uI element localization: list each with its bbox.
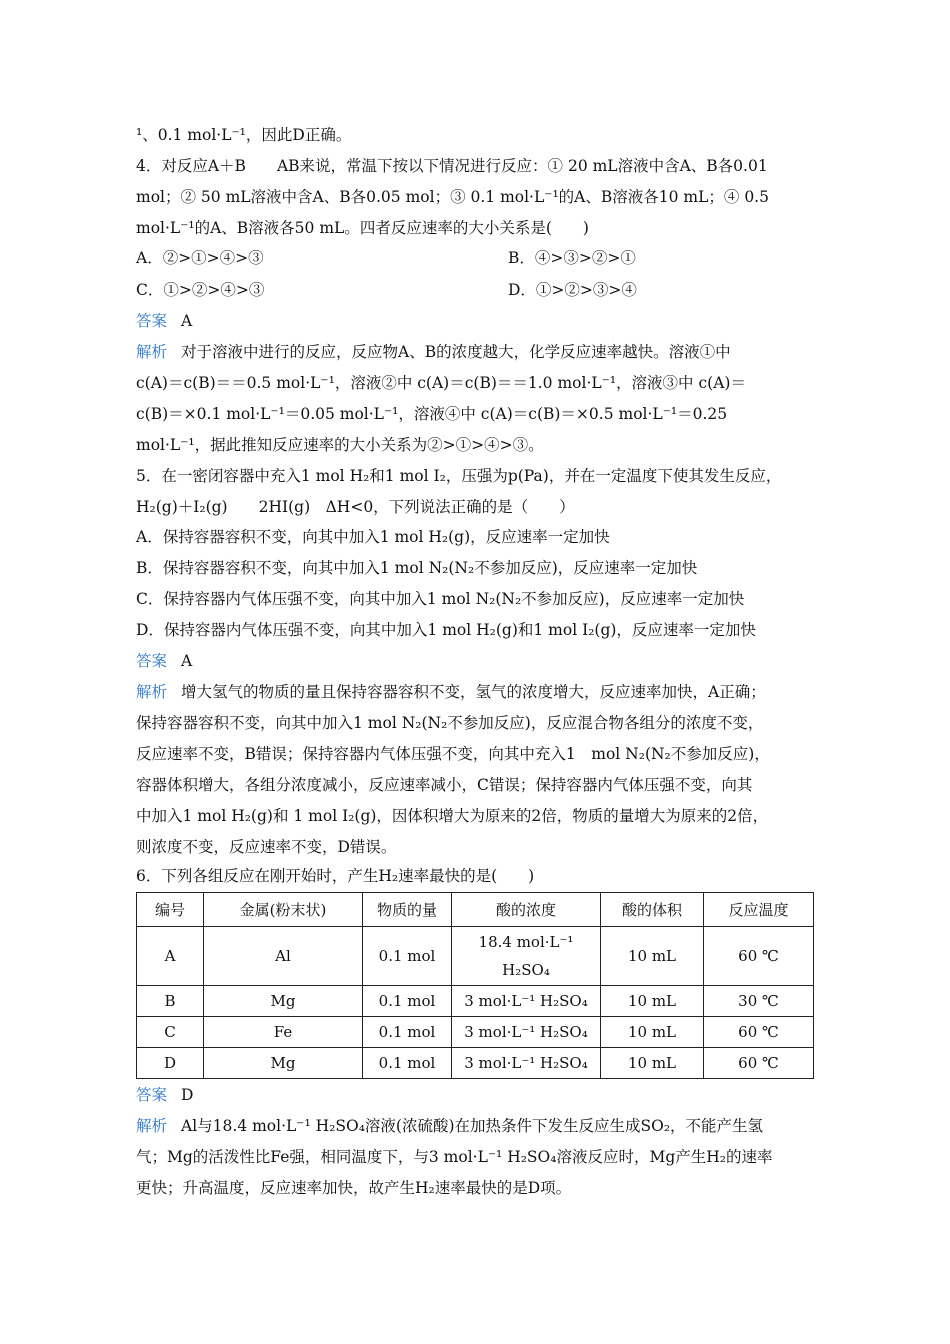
table-cell: Fe [204,1017,363,1048]
explanation-5 [136,682,766,702]
table-cell: 10 mL [601,927,704,986]
answer-label: 答案 [136,1086,168,1104]
option-d: D．①>②>③>④ [508,281,637,299]
text-line: mol；② 50 mL溶液中含A、B各0.05 mol；③ 0.1 mol·L⁻¹的A、B溶液各10 mL；④ 0.5 [136,188,769,206]
option-b: B．④>③>②>① [508,249,636,267]
answer-6 [136,1085,193,1105]
text-line: 保持容器容积不变，向其中加入1 mol N₂(N₂不参加反应)，反应混合物各组分的浓度不变， [136,714,764,732]
table-cell: D [137,1048,204,1079]
answer-label: 答案 [136,312,168,330]
answer-value: A [181,652,193,670]
text-line: 则浓度不变，反应速率不变，D错误。 [136,838,397,856]
table-cell: 60 ℃ [704,927,814,986]
table-header: 反应温度 [704,893,814,927]
question-5: 5．在一密闭容器中充入1 mol H₂和1 mol I₂，压强为p(Pa)，并在一定温度下使其发生反应， [136,467,782,485]
answer-5 [136,651,192,671]
table-row [137,927,814,986]
text-line: 容器体积增大，各组分浓度减小，反应速率减小，C错误；保持容器内气体压强不变，向其 [136,776,753,794]
table-row [137,1048,814,1079]
table-header-row [137,893,814,927]
table-header: 物质的量 [363,893,452,927]
table-cell: 0.1 mol [363,986,452,1017]
question-4: 4．对反应A＋B AB来说，常温下按以下情况进行反应：① 20 mL溶液中含A、B各0.01 [136,157,768,175]
text-line: ¹、0.1 mol·L⁻¹，因此D正确。 [136,126,352,144]
table-row [137,986,814,1017]
table-cell: 3 mol·L⁻¹ H₂SO₄ [452,1048,601,1079]
cell-line: H₂SO₄ [502,961,550,979]
table-cell: A [137,927,204,986]
table-cell: 10 mL [601,1048,704,1079]
table-cell: 0.1 mol [363,1017,452,1048]
table-cell: 60 ℃ [704,1017,814,1048]
table-header: 酸的浓度 [452,893,601,927]
cell-line: 18.4 mol·L⁻¹ [478,933,574,951]
explanation-label: 解析 [136,343,168,361]
table-cell: B [137,986,204,1017]
option-a: A．保持容器容积不变，向其中加入1 mol H₂(g)，反应速率一定加快 [136,528,610,546]
text-line: 中加入1 mol H₂(g)和 1 mol I₂(g)，因体积增大为原来的2倍，物质的量增大为原来的2倍， [136,807,769,825]
option-c: C．保持容器内气体压强不变，向其中加入1 mol N₂(N₂不参加反应)，反应速率一定加快 [136,590,745,608]
table-cell: Al [204,927,363,986]
explanation-text: 增大氢气的物质的量且保持容器容积不变，氢气的浓度增大，反应速率加快，A正确； [181,683,766,701]
data-table [136,892,814,1079]
option-c: C．①>②>④>③ [136,281,265,299]
answer-value: A [181,312,193,330]
explanation-text: Al与18.4 mol·L⁻¹ H₂SO₄溶液(浓硫酸)在加热条件下发生反应生成SO₂，不能产生氢 [181,1117,764,1135]
text-line: mol·L⁻¹，据此推知反应速率的大小关系为②>①>④>③。 [136,436,544,454]
answer-value: D [181,1086,194,1104]
option-b: B．保持容器容积不变，向其中加入1 mol N₂(N₂不参加反应)，反应速率一定加快 [136,559,698,577]
table-header: 酸的体积 [601,893,704,927]
table-cell: Mg [204,1048,363,1079]
table-cell: 10 mL [601,1017,704,1048]
table-cell: 3 mol·L⁻¹ H₂SO₄ [452,986,601,1017]
table-cell: 30 ℃ [704,986,814,1017]
option-a: A．②>①>④>③ [136,249,264,267]
table-cell [452,927,601,986]
answer-label: 答案 [136,652,168,670]
table-cell: C [137,1017,204,1048]
explanation-4 [136,342,731,362]
text-line: mol·L⁻¹的A、B溶液各50 mL。四者反应速率的大小关系是( ) [136,219,589,237]
table-cell: 10 mL [601,986,704,1017]
table-cell: Mg [204,986,363,1017]
question-6: 6．下列各组反应在刚开始时，产生H₂速率最快的是( ) [136,867,535,885]
text-line: c(B)＝×0.1 mol·L⁻¹＝0.05 mol·L⁻¹，溶液④中 c(A)＝c(B)＝×0.5 mol·L⁻¹＝0.25 [136,405,728,423]
explanation-label: 解析 [136,683,168,701]
text-line: c(A)＝c(B)＝＝0.5 mol·L⁻¹，溶液②中 c(A)＝c(B)＝＝1.0 mol·L⁻¹，溶液③中 c(A)＝ [136,374,746,392]
explanation-label: 解析 [136,1117,168,1135]
text-line: H₂(g)＋I₂(g) 2HI(g) ΔH<0，下列说法正确的是（ ） [136,498,575,516]
table-header: 金属(粉末状) [204,893,363,927]
table-cell: 60 ℃ [704,1048,814,1079]
table-header: 编号 [137,893,204,927]
explanation-text: 对于溶液中进行的反应，反应物A、B的浓度越大，化学反应速率越快。溶液①中 [181,343,731,361]
explanation-6 [136,1116,763,1136]
table-cell: 3 mol·L⁻¹ H₂SO₄ [452,1017,601,1048]
text-line: 更快；升高温度，反应速率加快，故产生H₂速率最快的是D项。 [136,1179,572,1197]
table-cell: 0.1 mol [363,927,452,986]
text-line: 反应速率不变，B错误；保持容器内气体压强不变，向其中充入1 mol N₂(N₂不参加反应)， [136,745,770,763]
table-cell: 0.1 mol [363,1048,452,1079]
option-d: D．保持容器内气体压强不变，向其中加入1 mol H₂(g)和1 mol I₂(g)，反应速率一定加快 [136,621,756,639]
answer-4 [136,311,192,331]
text-line: 气；Mg的活泼性比Fe强，相同温度下，与3 mol·L⁻¹ H₂SO₄溶液反应时，Mg产生H₂的速率 [136,1148,773,1166]
table-row [137,1017,814,1048]
